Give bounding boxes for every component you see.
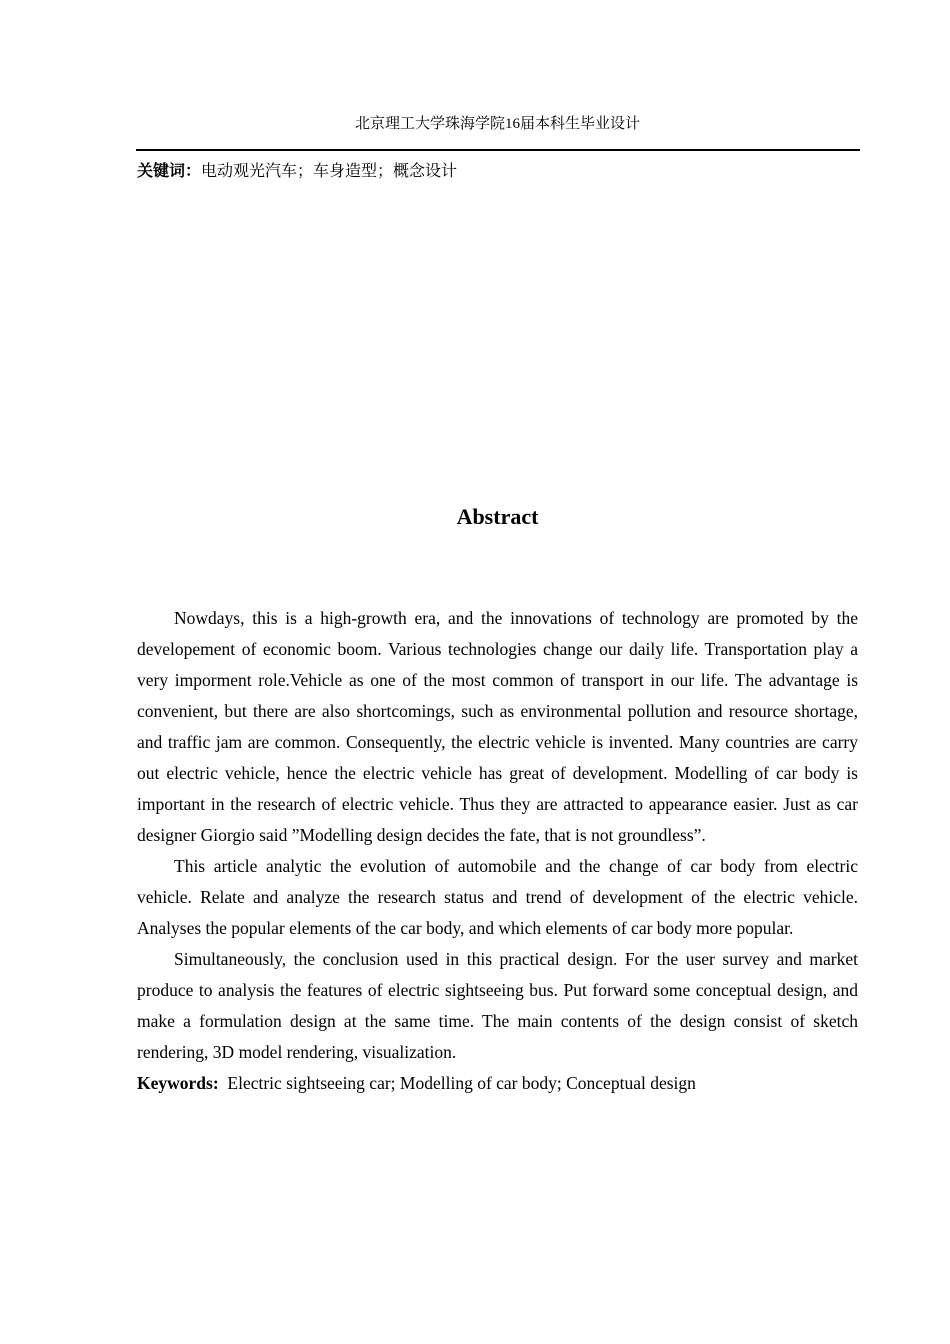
abstract-body <box>137 603 858 1099</box>
chinese-keywords-label: 关键词： <box>137 161 202 180</box>
abstract-paragraph-1: Nowdays, this is a high-growth era, and the innovations of technology are promoted by the developement of economic boom. Various technologies change our daily life. Transportation play a very imporment role.Vehicle as one of the most common of transport in our life. The advantage is convenient, but there are also shortcomings, such as environmental pollution and resource shortage, and traffic jam are common. Consequently, the electric vehicle is invented. Many countries are carry out electric vehicle, hence the electric vehicle has great of development. Modelling of car body is important in the research of electric vehicle. Thus they are attracted to appearance easier. Just as car designer Giorgio said ”Modelling design decides the fate, that is not groundless”. <box>137 608 858 845</box>
english-keywords-line <box>137 1068 858 1099</box>
chinese-keywords-line <box>137 159 858 183</box>
abstract-paragraph-2: This article analytic the evolution of automobile and the change of car body from electric vehicle. Relate and analyze the research status and trend of development of the electric vehicle. Analyses the popular elements of the car body, and which elements of car body more popular. <box>137 856 858 938</box>
abstract-paragraph-3: Simultaneously, the conclusion used in this practical design. For the user survey and market produce to analysis the features of electric sightseeing bus. Put forward some conceptual design, and make a formulation design at the same time. The main contents of the design consist of sketch rendering, 3D model rendering, visualization. <box>137 949 858 1062</box>
english-keywords-label: Keywords: <box>137 1073 219 1093</box>
chinese-keywords-text: 电动观光汽车；车身造型；概念设计 <box>201 161 458 180</box>
running-header: 北京理工大学珠海学院16届本科生毕业设计 <box>354 116 640 132</box>
header-divider <box>136 149 860 151</box>
abstract-title: Abstract <box>456 504 539 529</box>
english-keywords-text: Electric sightseeing car; Modelling of car body; Conceptual design <box>227 1073 696 1093</box>
